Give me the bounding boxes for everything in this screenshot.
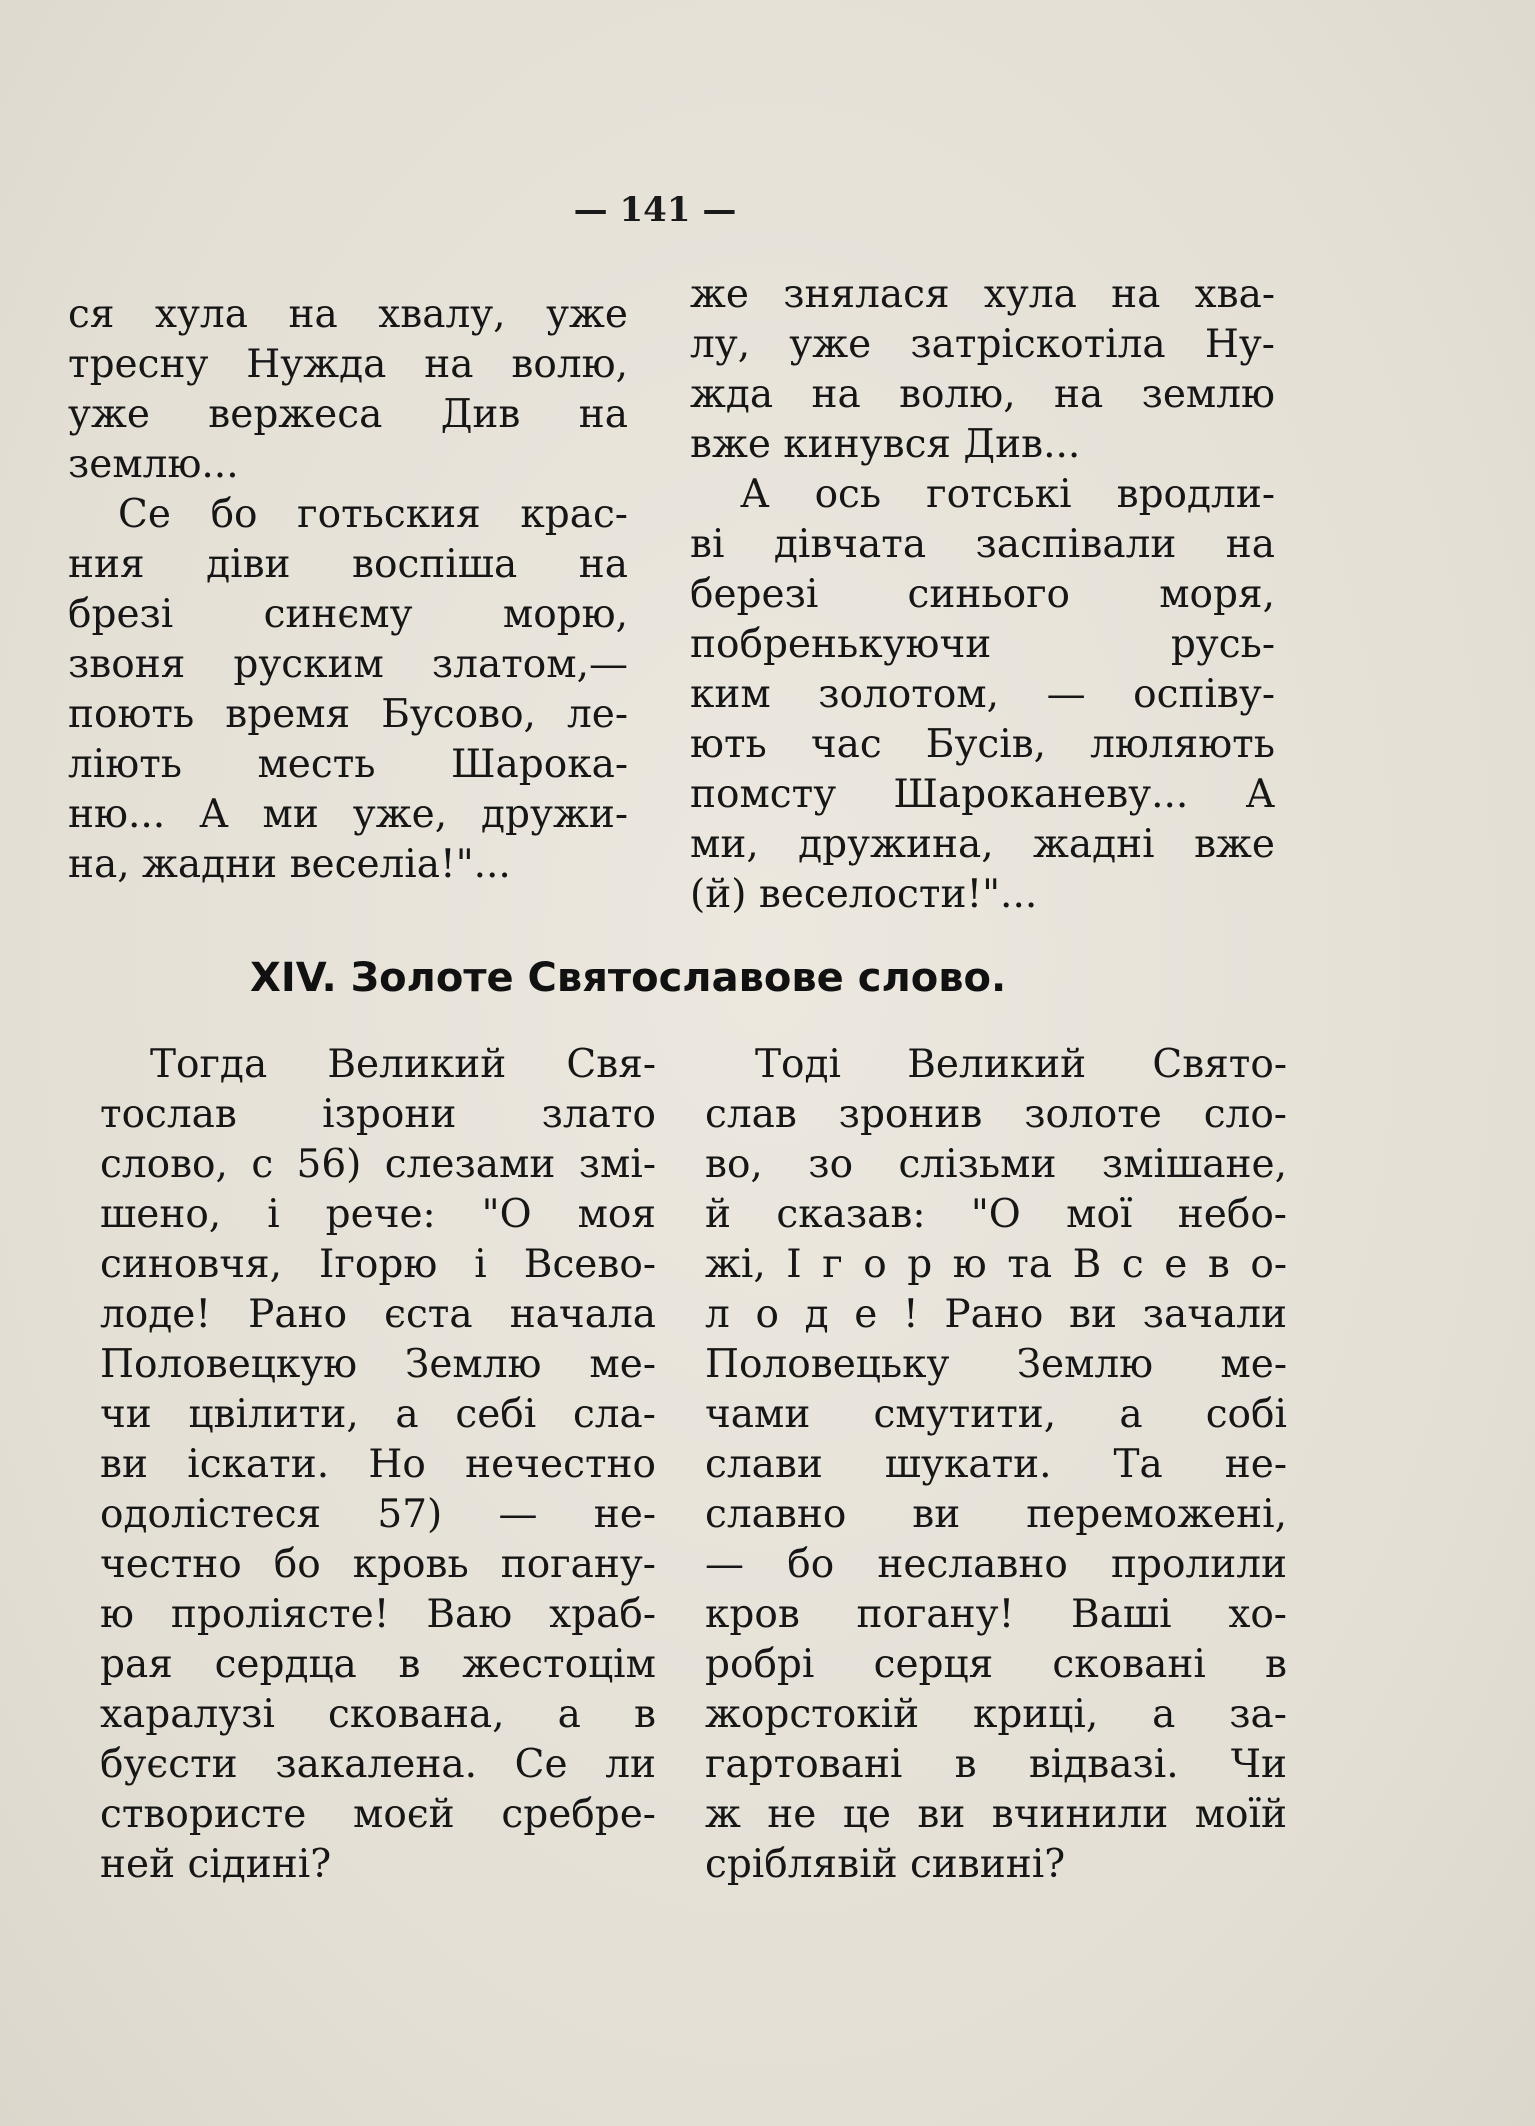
text-line: землю... (68, 442, 239, 487)
text-line: жі, І г о р ю та В с е в о- (705, 1242, 1287, 1287)
text-line: на, жадни веселіа!"... (68, 842, 511, 887)
text-line: сріблявій сивині? (705, 1842, 1066, 1887)
text-line: (й) веселости!"... (690, 872, 1038, 917)
text-line: рая сердца в жестоцім (100, 1642, 656, 1687)
text-line: жорстокій криці, а за- (705, 1692, 1287, 1737)
text-line: брезі синєму морю, (68, 592, 628, 637)
text-line: чи цвілити, а себі сла- (100, 1392, 656, 1437)
text-line: славно ви переможені, (705, 1492, 1287, 1537)
text-line: Се бо готьския крас- (118, 492, 628, 537)
text-line: ния діви воспіша на (68, 542, 628, 587)
text-line: же знялася хула на хва- (690, 272, 1275, 317)
text-line: Тоді Великий Свято- (755, 1042, 1287, 1087)
text-line: во, зо слізьми змішане, (705, 1142, 1287, 1187)
text-line: березі синього моря, (690, 572, 1275, 617)
text-line: — бо неславно пролили (705, 1542, 1287, 1587)
bottom-right-column (705, 1040, 1287, 1890)
text-line: ми, дружина, жадні вже (690, 822, 1275, 867)
text-line: кров погану! Ваші хо- (705, 1592, 1287, 1637)
text-line: й сказав: "О мої небо- (705, 1192, 1287, 1237)
text-line: ней сідині? (100, 1842, 332, 1887)
text-line: уже вержеса Див на (68, 392, 628, 437)
text-line: робрі серця сковані в (705, 1642, 1287, 1687)
text-line: чами смутити, а собі (705, 1392, 1287, 1437)
text-line: ві дівчата заспівали на (690, 522, 1275, 567)
text-line: буєсти закалена. Се ли (100, 1742, 656, 1787)
text-line: поють время Бусово, ле- (68, 692, 628, 737)
text-line: А ось готські вродли- (740, 472, 1275, 517)
text-line: ню... А ми уже, дружи- (68, 792, 628, 837)
section-heading: XIV. Золоте Святославове слово. (250, 955, 1007, 1001)
text-line: ліють месть Шарока- (68, 742, 628, 787)
text-line: Половецкую Землю ме- (100, 1342, 656, 1387)
bottom-left-column (100, 1040, 656, 1890)
text-line: створисте моєй сребре- (100, 1792, 656, 1837)
text-line: ви іскати. Но нечестно (100, 1442, 656, 1487)
text-line: ким золотом, — оспіву- (690, 672, 1275, 717)
text-line: тослав ізрони злато (100, 1092, 656, 1137)
text-line: слово, с 56) слезами змі- (100, 1142, 656, 1187)
text-line: честно бо кровь погану- (100, 1542, 656, 1587)
text-line: слави шукати. Та не- (705, 1442, 1287, 1487)
text-line: Половецьку Землю ме- (705, 1342, 1287, 1387)
text-line: ся хула на хвалу, уже (68, 292, 628, 337)
top-right-column (690, 270, 1275, 920)
text-line: звоня руским злaтом,— (68, 642, 628, 687)
top-left-column (68, 290, 628, 890)
page-number: — 141 — (573, 190, 737, 230)
text-line: гартовані в відвазі. Чи (705, 1742, 1287, 1787)
text-line: шено, і рече: "О моя (100, 1192, 656, 1237)
text-line: харалузі скована, а в (100, 1692, 656, 1737)
text-line: лу, уже затріскотіла Ну- (690, 322, 1275, 367)
text-line: помсту Шароканеву... А (690, 772, 1275, 817)
text-line: Тогда Великий Свя- (150, 1042, 656, 1087)
text-line: ють час Бусів, люляють (690, 722, 1275, 767)
text-line: побренькуючи русь- (690, 622, 1275, 667)
text-line: ю проліясте! Ваю храб- (100, 1592, 656, 1637)
text-line: ж не це ви вчинили моїй (705, 1792, 1287, 1837)
text-line: одолістеся 57) — не- (100, 1492, 656, 1537)
text-line: лоде! Рано єста начала (100, 1292, 656, 1337)
text-line: жда на волю, на землю (690, 372, 1275, 417)
text-line: вже кинувся Див... (690, 422, 1081, 467)
text-line: слав зронив золоте сло- (705, 1092, 1287, 1137)
text-line: тресну Нужда на волю, (68, 342, 628, 387)
text-line: л о д е ! Рано ви зачали (705, 1292, 1287, 1337)
text-line: синовчя, Ігорю і Всево- (100, 1242, 656, 1287)
